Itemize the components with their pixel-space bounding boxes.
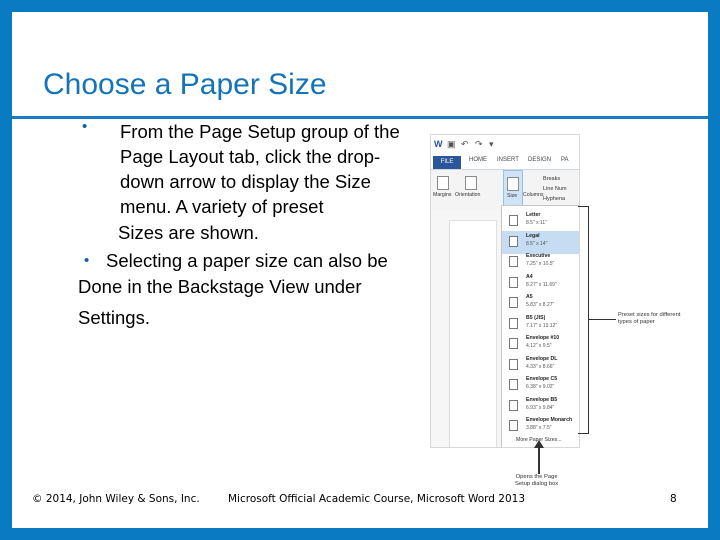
- size-dimensions: 3.88" x 7.5": [526, 425, 552, 431]
- size-menu-item[interactable]: [502, 415, 580, 438]
- document-area: [431, 210, 501, 447]
- more-paper-sizes-link[interactable]: More Paper Sizes...: [516, 437, 562, 443]
- size-name: Envelope DL: [526, 355, 558, 362]
- bullet-1-line-2: Page Layout tab, click the drop-: [120, 146, 381, 167]
- size-dimensions: 5.83" x 8.27": [526, 302, 555, 308]
- page-size-icon: [509, 379, 518, 390]
- orientation-label: Orientation: [455, 192, 481, 198]
- size-name: Envelope Monarch: [526, 417, 573, 423]
- tab-insert[interactable]: INSERT: [497, 157, 519, 163]
- save-icon[interactable]: ▣: [447, 139, 456, 149]
- customize-icon[interactable]: ▾: [489, 139, 494, 149]
- tab-design[interactable]: DESIGN: [528, 157, 552, 163]
- page-size-icon: [509, 420, 518, 431]
- line-numbers-button[interactable]: Line Num: [543, 186, 567, 192]
- size-name: A4: [526, 273, 533, 280]
- slide: [12, 12, 708, 528]
- bullet-2-marker: •: [84, 252, 90, 269]
- size-dimensions: 7.25" x 10.5": [526, 261, 555, 267]
- size-name: B5 (JIS): [526, 314, 546, 321]
- callout-bottom-line-2: Setup dialog box: [515, 481, 559, 487]
- ribbon-right-group: [523, 174, 567, 204]
- size-name: Letter: [526, 212, 541, 218]
- document-page[interactable]: [449, 220, 497, 448]
- callout-page-setup: [515, 474, 558, 488]
- word-screenshot: [430, 134, 580, 448]
- size-name: Envelope #10: [526, 335, 560, 341]
- page-size-icon: [509, 318, 518, 329]
- callout-bracket: [578, 206, 589, 434]
- footer-course: Microsoft Official Academic Course, Microsoft Word 2013: [228, 493, 526, 505]
- page-size-icon: [509, 256, 518, 267]
- size-dimensions: 8.5" x 14": [526, 240, 548, 247]
- margins-label: Margins: [433, 192, 452, 198]
- callout-line: [588, 319, 616, 320]
- hyphenation-button[interactable]: Hyphena: [543, 196, 566, 202]
- size-dimensions: 6.38" x 9.02": [526, 384, 555, 390]
- bullet-1-marker: •: [82, 118, 88, 135]
- bullet-1-line-3: down arrow to display the Size: [120, 171, 371, 192]
- word-logo-icon: W: [434, 139, 443, 149]
- breaks-button[interactable]: Breaks: [543, 176, 561, 182]
- size-label: Size: [507, 193, 518, 199]
- orientation-icon[interactable]: [465, 176, 477, 190]
- page-number: 8: [670, 493, 677, 505]
- callout-right-line-2: types of paper: [618, 319, 655, 325]
- size-dimensions: 4.33" x 8.66": [526, 363, 555, 370]
- margins-icon[interactable]: [437, 176, 449, 190]
- slide-title: Choose a Paper Size: [43, 68, 327, 101]
- page-size-icon: [509, 359, 518, 370]
- size-dropdown-menu: [501, 205, 580, 448]
- callout-bottom-line-1: Opens the Page: [515, 474, 558, 480]
- page-size-icon: [509, 338, 518, 349]
- tab-file[interactable]: FILE: [433, 156, 461, 169]
- size-dimensions: 7.17" x 10.12": [526, 322, 558, 329]
- undo-icon[interactable]: ↶: [461, 139, 469, 149]
- tab-home[interactable]: HOME: [469, 157, 487, 163]
- bullet-2-line-1: Selecting a paper size can also be: [106, 250, 388, 271]
- columns-label[interactable]: Columns: [523, 192, 544, 198]
- bullet-1-line-5: Sizes are shown.: [118, 222, 259, 243]
- size-name: Envelope C5: [526, 376, 558, 382]
- page-size-icon: [509, 236, 518, 247]
- bullet-2-line-3: Settings.: [78, 307, 150, 328]
- page-size-icon: [509, 277, 518, 288]
- callout-preset-sizes: [618, 312, 680, 326]
- bullet-1-line-4: menu. A variety of preset: [120, 196, 324, 217]
- ribbon-tabs: [431, 155, 579, 170]
- size-name: A5: [526, 294, 533, 300]
- size-dimensions: 6.93" x 9.84": [526, 404, 555, 411]
- bullet-1-line-1: From the Page Setup group of the: [120, 121, 400, 142]
- callout-right-line-1: Preset sizes for different: [618, 312, 681, 318]
- redo-icon[interactable]: ↷: [475, 139, 483, 149]
- bullet-2-line-2: Done in the Backstage View under: [78, 276, 362, 297]
- size-name: Legal: [526, 232, 540, 239]
- size-name: Executive: [526, 253, 551, 259]
- size-icon: [507, 177, 519, 191]
- callout-arrow-line: [538, 444, 540, 474]
- tab-page-layout[interactable]: PA: [561, 157, 569, 163]
- size-dimensions: 4.12" x 9.5": [526, 343, 552, 349]
- quick-access-toolbar: [431, 135, 579, 155]
- footer-copyright: © 2014, John Wiley & Sons, Inc.: [32, 493, 200, 505]
- size-dimensions: 8.27" x 11.69": [526, 281, 557, 288]
- size-dimensions: 8.5" x 11": [526, 220, 547, 226]
- page-size-icon: [509, 400, 518, 411]
- size-name: Envelope B5: [526, 396, 558, 403]
- page-size-icon: [509, 215, 518, 226]
- page-size-icon: [509, 297, 518, 308]
